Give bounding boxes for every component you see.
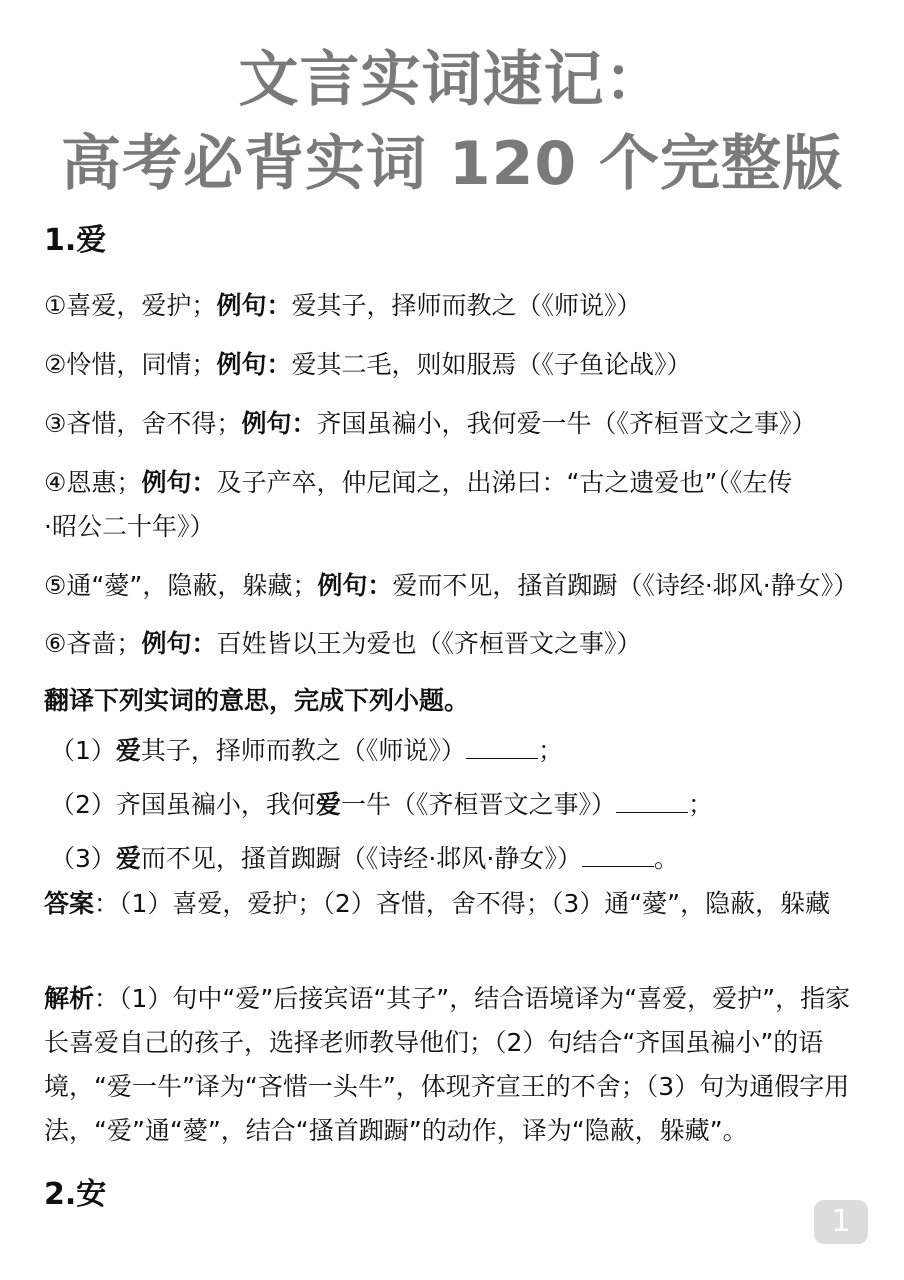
meaning-item-continuation: ·昭公二十年》） — [44, 512, 215, 541]
meaning-item: ③吝惜，舍不得；例句：齐国虽褊小，我何爱一牛（《齐桓晋文之事》） — [44, 409, 817, 438]
meaning-item: ⑤通“薆”，隐蔽，躲藏；例句：爱而不见，搔首踟蹰（《诗经·邶风·静女》） — [44, 571, 859, 600]
answer-blank[interactable] — [582, 848, 654, 867]
meaning-item: ①喜爱，爱护；例句：爱其子，择师而教之（《师说》） — [44, 291, 642, 320]
meaning-item: ②怜惜，同情；例句：爱其二毛，则如服焉（《子鱼论战》） — [44, 350, 692, 379]
analysis-paragraph: 解析：（1）句中“爱”后接宾语“其子”，结合语境译为“喜爱，爱护”，指家长喜爱自己的孩子，选择老师教导他们；（2）句结合“齐国虽褊小”的语境，“爱一牛”译为“吝惜一头牛”，体现齐宣王的不舍；（3）句为通假字用法，“爱”通“薆”，结合“搔首踟蹰”的动作，译为“隐蔽，躲藏”。 — [44, 984, 851, 1145]
exercise-item: （3）爱而不见，搔首踟蹰（《诗经·邶风·静女》） 。 — [50, 844, 679, 873]
page-number-badge: 1 — [814, 1200, 868, 1244]
section-heading: 2.安 — [44, 1177, 107, 1212]
answer-blank[interactable] — [616, 794, 688, 813]
section-heading: 1.爱 — [44, 223, 107, 258]
page-title-line2: 高考必背实词 120 个完整版 — [60, 129, 844, 199]
answer-paragraph: 答案：（1）喜爱，爱护；（2）吝惜，舍不得；（3）通“薆”，隐蔽，躲藏 — [44, 889, 831, 918]
exercise-item: （2）齐国虽褊小，我何爱一牛（《齐桓晋文之事》） ； — [50, 790, 713, 819]
meaning-item: ④恩惠；例句：及子产卒，仲尼闻之，出涕曰：“古之遗爱也”（《左传 — [44, 468, 793, 497]
exercise-item: （1）爱其子，择师而教之（《师说》） ； — [50, 736, 563, 765]
exercise-heading: 翻译下列实词的意思，完成下列小题。 — [44, 686, 470, 715]
answer-blank[interactable] — [466, 740, 538, 759]
meaning-item: ⑥吝啬；例句：百姓皆以王为爱也（《齐桓晋文之事》） — [44, 629, 642, 658]
page-title-line1: 文言实词速记： — [238, 45, 666, 115]
